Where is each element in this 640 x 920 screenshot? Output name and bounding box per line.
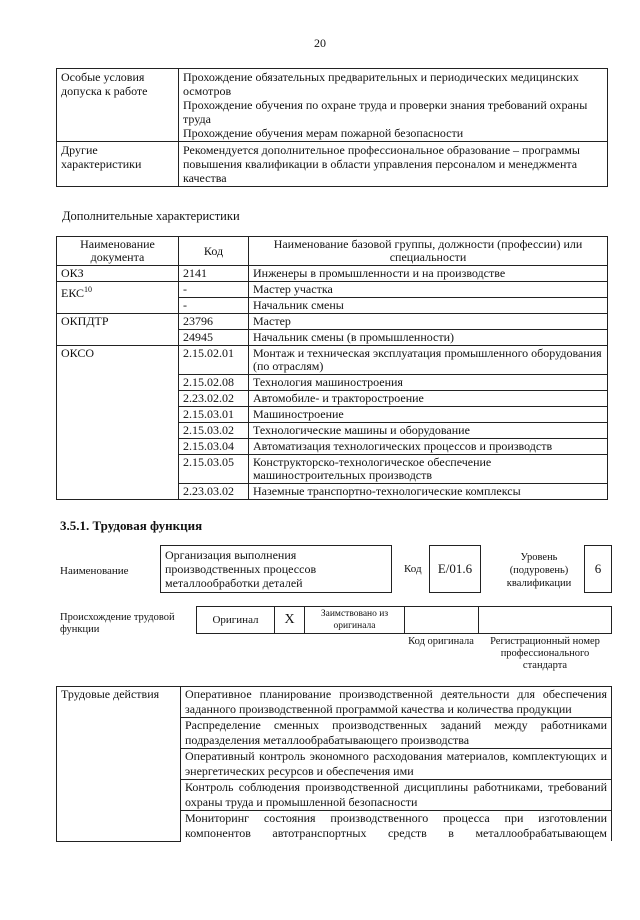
section-title: 3.5.1. Трудовая функция xyxy=(60,518,203,533)
table-row xyxy=(57,266,608,282)
code-cell: 2.15.02.08 xyxy=(179,375,249,391)
code-cell: 2.15.03.05 xyxy=(179,455,249,484)
code-cell: 2.15.03.01 xyxy=(179,407,249,423)
name-cell: Начальник смены (в промышленности) xyxy=(249,330,608,346)
footnote-ref: 10 xyxy=(84,285,93,294)
name-cell: Начальник смены xyxy=(249,298,608,314)
name-cell: Автоматизация технологических процессов и производств xyxy=(249,439,608,455)
name-cell: Мастер участка xyxy=(249,282,608,298)
reg-number-caption: Регистрационный номер профессионального стандарта xyxy=(490,636,600,671)
code-cell: - xyxy=(179,282,249,298)
table-row xyxy=(57,314,608,330)
table-row xyxy=(57,282,608,298)
table-row xyxy=(57,69,608,142)
additional-title: Дополнительные характеристики xyxy=(62,209,240,223)
table-row xyxy=(57,142,608,187)
table-row xyxy=(57,346,608,375)
code-cell: 23796 xyxy=(179,314,249,330)
code-original-cell xyxy=(405,607,479,633)
name-cell: Технологические машины и оборудование xyxy=(249,423,608,439)
conditions-table xyxy=(56,68,608,187)
name-cell: Автомобиле- и тракторостроение xyxy=(249,391,608,407)
table-row xyxy=(57,687,612,718)
condition-label: Особые условия допуска к работе xyxy=(57,69,179,142)
original-cell: Оригинал xyxy=(197,607,275,633)
condition-value: Рекомендуется дополнительное профессиональное образование – программы повышения квалификации в области управления персоналом и менеджмента качества xyxy=(179,142,608,187)
condition-label: Другие характеристики xyxy=(57,142,179,187)
code-cell: 2141 xyxy=(179,266,249,282)
reg-number-cell xyxy=(479,607,611,633)
code-cell: 2.23.02.02 xyxy=(179,391,249,407)
doc-text: ЕКС xyxy=(61,286,85,300)
level-label: Уровень (подуровень) квалификации xyxy=(506,552,572,589)
code-original-caption: Код оригинала xyxy=(408,636,474,647)
code-cell: 2.23.03.02 xyxy=(179,484,249,500)
action-item: Оперативный контроль экономного расходования материалов, комплектующих и энергетических ресурсов и обеспечения ими xyxy=(181,749,612,780)
code-cell: 2.15.03.04 xyxy=(179,439,249,455)
actions-label: Трудовые действия xyxy=(57,687,181,842)
origin-box xyxy=(196,606,612,634)
action-item: Мониторинг состояния производственного процесса при изготовлении компонентов автотранспортных средств в металлообрабатывающем xyxy=(181,811,612,842)
action-item: Контроль соблюдения производственной дисциплины работниками, требований охраны труда и промышленной безопасности xyxy=(181,780,612,811)
action-item: Оперативное планирование производственной деятельности для обеспечения заданного производственной программой качества и количества продукции xyxy=(181,687,612,718)
additional-table xyxy=(56,236,608,500)
name-cell: Конструкторско-технологическое обеспечение машиностроительных производств xyxy=(249,455,608,484)
doc-cell: ОКЗ xyxy=(57,266,179,282)
original-mark: X xyxy=(275,607,305,633)
name-cell: Мастер xyxy=(249,314,608,330)
code-cell: - xyxy=(179,298,249,314)
function-code-box: E/01.6 xyxy=(429,545,481,593)
doc-cell xyxy=(57,282,179,314)
name-cell: Технология машиностроения xyxy=(249,375,608,391)
code-cell: 24945 xyxy=(179,330,249,346)
condition-value: Прохождение обязательных предварительных и периодических медицинских осмотров Прохождение обучения по охране труда и проверки знания требований охраны труда Прохождение обучения мерам пожарной безопасности xyxy=(179,69,608,142)
name-cell: Инженеры в промышленности и на производстве xyxy=(249,266,608,282)
level-box: 6 xyxy=(584,545,612,593)
header-code: Код xyxy=(179,237,249,266)
name-cell: Машиностроение xyxy=(249,407,608,423)
name-label: Наименование xyxy=(60,565,129,577)
code-cell: 2.15.02.01 xyxy=(179,346,249,375)
name-cell: Наземные транспортно-технологические комплексы xyxy=(249,484,608,500)
origin-label: Происхождение трудовой функции xyxy=(60,612,175,635)
actions-table xyxy=(56,686,612,842)
name-cell: Монтаж и техническая эксплуатация промышленного оборудования (по отраслям) xyxy=(249,346,608,375)
header-name: Наименование базовой группы, должности (профессии) или специальности xyxy=(249,237,608,266)
code-label: Код xyxy=(404,563,422,575)
header-doc: Наименование документа xyxy=(57,237,179,266)
action-item: Распределение сменных производственных заданий между работниками подразделения металлообрабатывающего производства xyxy=(181,718,612,749)
doc-cell: ОКПДТР xyxy=(57,314,179,346)
code-cell: 2.15.03.02 xyxy=(179,423,249,439)
table-header xyxy=(57,237,608,266)
doc-cell: ОКСО xyxy=(57,346,179,500)
page-number: 20 xyxy=(314,36,326,50)
borrowed-cell: Заимствовано из оригинала xyxy=(305,607,405,633)
function-name-box: Организация выполнения производственных процессов металлообработки деталей xyxy=(160,545,392,593)
